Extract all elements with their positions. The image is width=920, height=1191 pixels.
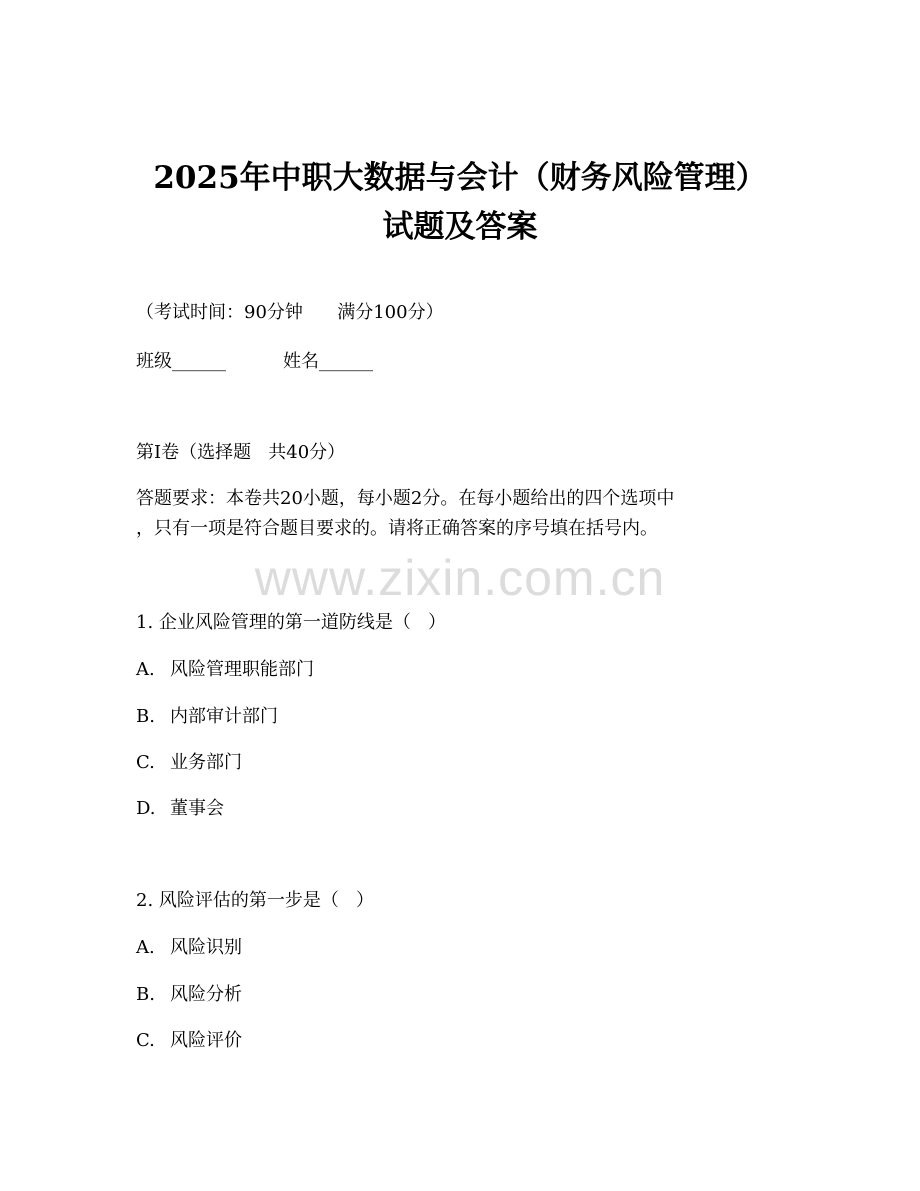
option-text: 董事会 bbox=[170, 798, 224, 819]
question-2-option-b bbox=[136, 982, 242, 1008]
question-1-option-a bbox=[136, 657, 314, 683]
option-label: B. bbox=[136, 984, 155, 1005]
option-text: 内部审计部门 bbox=[170, 706, 278, 727]
option-label: B. bbox=[136, 706, 155, 727]
question-2-option-c bbox=[136, 1028, 242, 1054]
instructions-line-1: 答题要求：本卷共20小题，每小题2分。在每小题给出的四个选项中 bbox=[136, 488, 675, 509]
option-text: 风险评价 bbox=[170, 1030, 242, 1051]
option-text: 风险管理职能部门 bbox=[170, 659, 314, 680]
option-label: A. bbox=[136, 937, 155, 958]
student-info-row bbox=[136, 349, 373, 375]
option-text: 风险分析 bbox=[170, 984, 242, 1005]
question-1-stem: 1. 企业风险管理的第一道防线是（ ） bbox=[136, 612, 447, 633]
exam-info: （考试时间：90分钟 满分100分） bbox=[136, 302, 444, 323]
document-title-line-2: 试题及答案 bbox=[382, 209, 538, 245]
option-text: 业务部门 bbox=[170, 752, 242, 773]
option-label: C. bbox=[136, 752, 155, 773]
document-title-line-1: 2025年中职大数据与会计（财务风险管理） bbox=[153, 160, 767, 196]
instructions-line-2: ，只有一项是符合题目要求的。请将正确答案的序号填在括号内。 bbox=[136, 518, 658, 539]
question-2-stem: 2. 风险评估的第一步是（ ） bbox=[136, 890, 375, 911]
option-label: D. bbox=[136, 798, 156, 819]
question-1-option-b bbox=[136, 704, 278, 730]
section-title: 第I卷（选择题 共40分） bbox=[136, 442, 346, 463]
watermark: www.zixin.com.cn bbox=[254, 550, 666, 606]
name-field: 姓名______ bbox=[283, 351, 373, 372]
option-text: 风险识别 bbox=[170, 937, 242, 958]
option-label: C. bbox=[136, 1030, 155, 1051]
question-1-option-d bbox=[136, 796, 224, 822]
option-label: A. bbox=[136, 659, 155, 680]
question-1-option-c bbox=[136, 750, 242, 776]
question-2-option-a bbox=[136, 935, 242, 961]
class-field: 班级______ bbox=[136, 351, 226, 372]
